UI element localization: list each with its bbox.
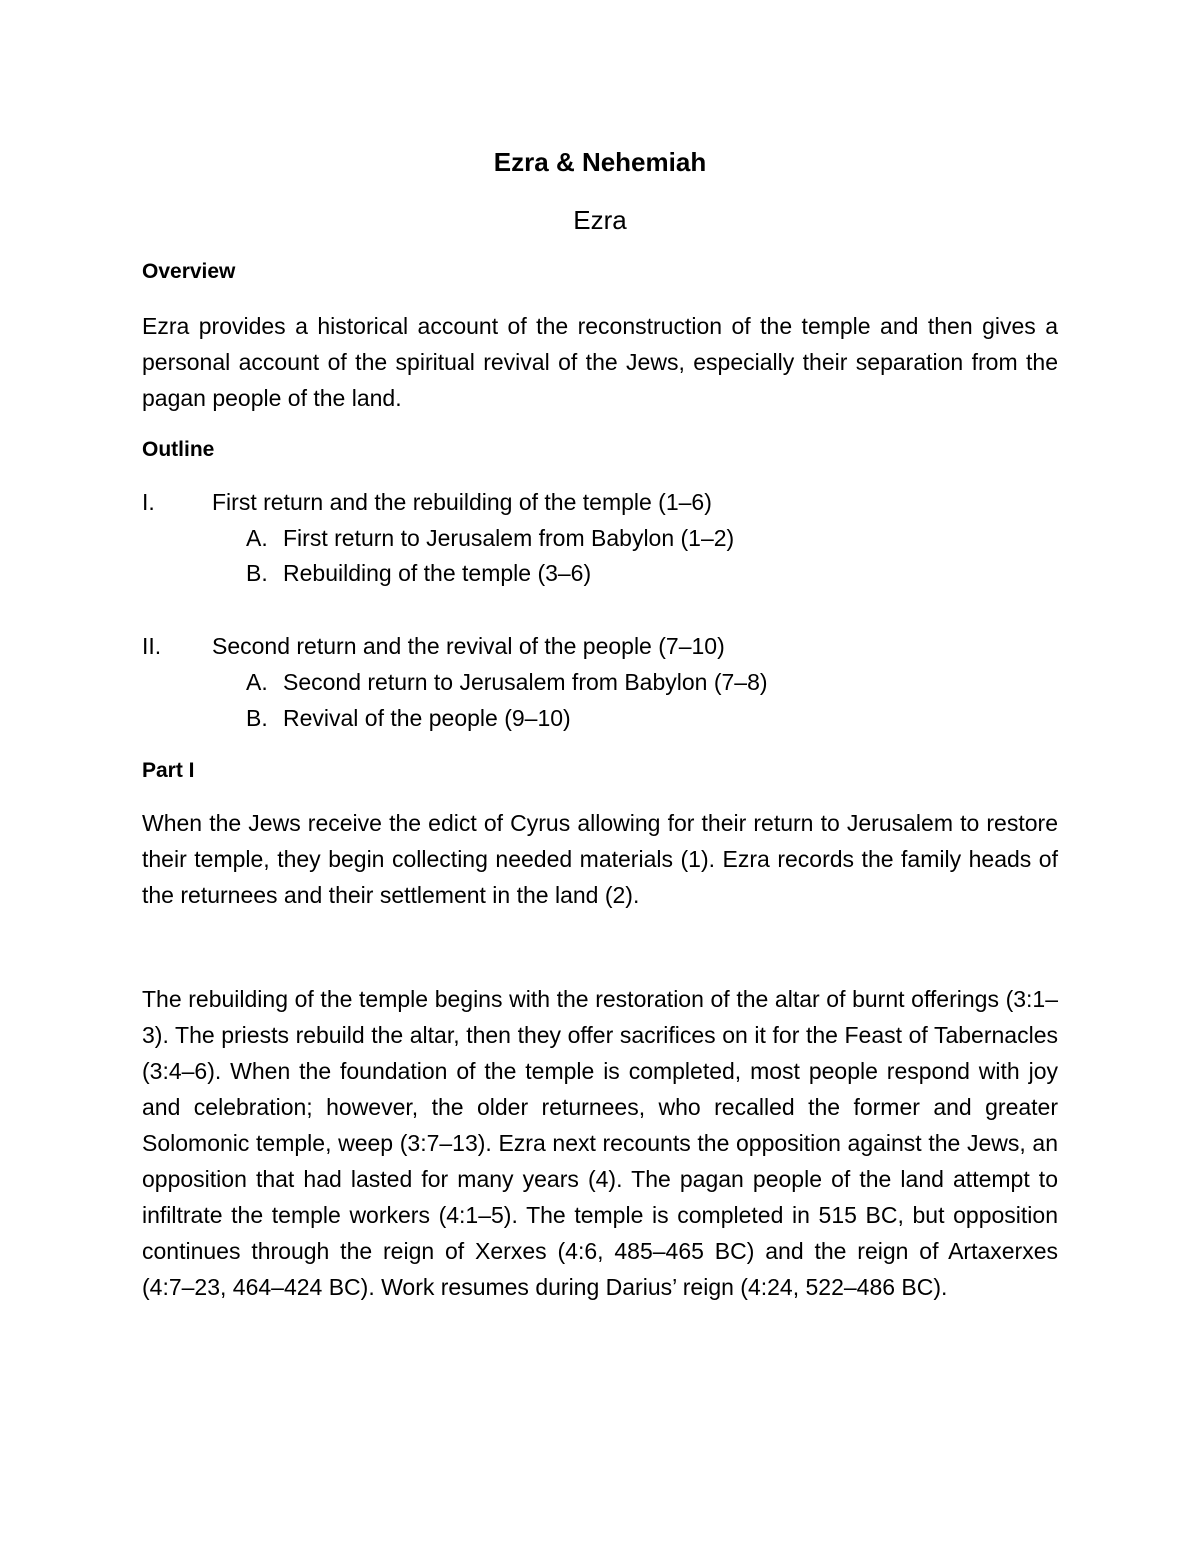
outline-letter: A. (246, 669, 268, 695)
outline-item-text: Rebuilding of the temple (3–6) (283, 560, 592, 586)
part-1-paragraph: The rebuilding of the temple begins with the restoration of the altar of burnt offerings (3:1–3). The priests rebuild the altar, then they offer sacrifices on it for the Feast of Tabernacles (3:4–6). When the foundation of the temple is completed, most people respond with joy and celebration; however, the older returnees, who recalled the former and greater Solomonic temple, weep (3:7–13). Ezra next recounts the opposition against the Jews, an opposition that had lasted for many years (4). The pagan people of the land attempt to infiltrate the temple workers (4:1–5). The temple is completed in 515 BC, but opposition continues through the reign of Xerxes (4:6, 485–465 BC) and the reign of Artaxerxes (4:7–23, 464–424 BC). Work resumes during Darius’ reign (4:24, 522–486 BC). (142, 986, 1058, 1300)
outline-letter: A. (246, 525, 268, 551)
outline-section-text: First return and the rebuilding of the temple (1–6) (212, 489, 712, 515)
outline-letter: B. (246, 705, 268, 731)
document-title: Ezra & Nehemiah (493, 147, 707, 177)
part-1-heading: Part I (142, 759, 195, 782)
outline-item-text: First return to Jerusalem from Babylon (1–2) (283, 525, 735, 551)
outline-numeral: II. (142, 633, 162, 659)
outline-letter: B. (246, 560, 268, 586)
part-1-paragraph: When the Jews receive the edict of Cyrus allowing for their return to Jerusalem to restore their temple, they begin collecting needed materials (1). Ezra records the family heads of the returnees and their settlement in the land (2). (142, 810, 1058, 908)
document-subtitle: Ezra (573, 205, 627, 235)
overview-paragraph: Ezra provides a historical account of the reconstruction of the temple and then gives a personal account of the spiritual revival of the Jews, especially their separation from the pagan people of the land. (142, 313, 1058, 411)
outline-section-text: Second return and the revival of the people (7–10) (212, 633, 725, 659)
outline-heading: Outline (142, 438, 215, 461)
outline-numeral: I. (142, 489, 155, 515)
outline-item-text: Second return to Jerusalem from Babylon (7–8) (283, 669, 768, 695)
overview-heading: Overview (142, 260, 236, 283)
outline-item-text: Revival of the people (9–10) (283, 705, 571, 731)
